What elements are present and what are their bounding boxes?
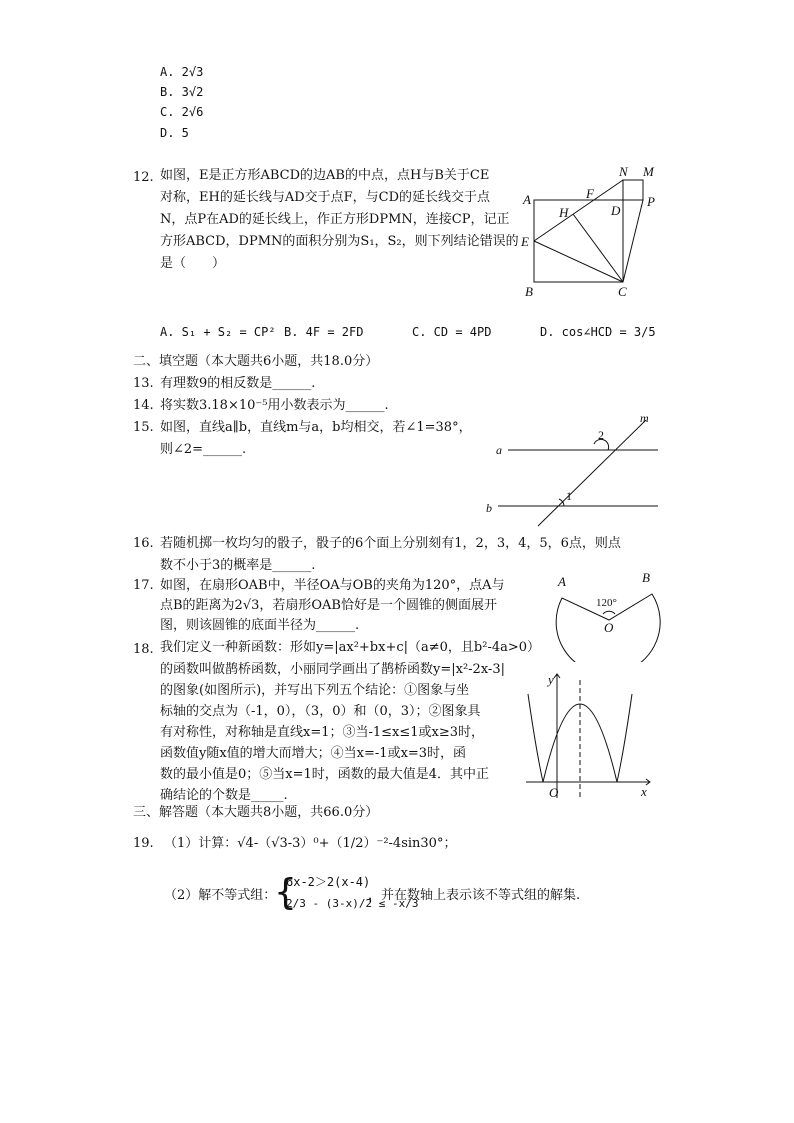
label-angle-2: 2 bbox=[598, 428, 604, 442]
q17-line: 如图，在扇形OAB中，半径OA与OB的夹角为120°，点A与 bbox=[160, 578, 505, 593]
q17-figure bbox=[552, 570, 662, 662]
q18-figure bbox=[520, 668, 654, 804]
q18-line: 的函数叫做鹊桥函数，小丽同学画出了鹊桥函数y=|x²-2x-3| bbox=[160, 662, 505, 677]
q18-line: 确结论的个数是_____. bbox=[160, 788, 288, 803]
prev-option-d: D. 5 bbox=[160, 126, 189, 140]
label-y: y bbox=[548, 672, 554, 687]
q12-line: 方形ABCD，DPMN的面积分别为S₁，S₂，则下列结论错误的 bbox=[160, 234, 519, 249]
label-n: N bbox=[619, 164, 628, 179]
section-3-heading: 三、解答题（本大题共8小题，共66.0分） bbox=[133, 805, 379, 820]
q12-option-c: C. CD = 4PD bbox=[412, 325, 492, 339]
q12-figure bbox=[518, 160, 668, 300]
q12-option-d: D. cos∠HCD = 3/5 bbox=[540, 325, 656, 339]
square-abcd bbox=[534, 200, 623, 282]
left-branch bbox=[528, 694, 543, 782]
label-a: A bbox=[523, 192, 531, 207]
q12-line: 如图，E是正方形ABCD的边AB的中点，点H与B关于CE bbox=[160, 168, 490, 183]
q13-number: 13. bbox=[133, 376, 154, 391]
label-o: O bbox=[549, 785, 559, 800]
q12-option-b: B. 4F = 2FD bbox=[284, 325, 364, 339]
line-m bbox=[538, 420, 646, 526]
q19-part-2-prefix: （2）解不等式组： bbox=[164, 888, 277, 903]
prev-option-b: B. 3√2 bbox=[160, 85, 204, 99]
q18-line: 有对称性，对称轴是直线x=1；③当-1≤x≤1或x≥3时， bbox=[160, 725, 485, 740]
label-angle-1: 1 bbox=[566, 489, 572, 503]
inequality-2: 2/3 - (3-x)/2 ≤ -x/3 bbox=[286, 897, 419, 910]
q13-text: 有理数9的相反数是______. bbox=[160, 376, 316, 391]
label-a: A bbox=[558, 574, 566, 589]
label-x: x bbox=[641, 784, 647, 799]
q12-line: N，点P在AD的延长线上，作正方形DPMN，连接CP，记正 bbox=[160, 212, 510, 227]
q19-number: 19. bbox=[133, 836, 154, 851]
q14-text: 将实数3.18×10⁻⁵用小数表示为______. bbox=[160, 398, 389, 413]
prev-option-a: A. 2√3 bbox=[160, 65, 204, 79]
label-m: m bbox=[640, 411, 649, 425]
q16-number: 16. bbox=[133, 536, 154, 551]
square-dpmn bbox=[623, 180, 643, 200]
q16-line-1: 若随机掷一枚均匀的骰子，骰子的6个面上分别刻有1，2，3，4，5，6点，则点 bbox=[160, 536, 621, 551]
label-a: a bbox=[496, 443, 502, 457]
label-f: F bbox=[586, 186, 594, 201]
label-o: O bbox=[604, 620, 614, 635]
q18-line: 数的最小值是0；⑤当x=1时，函数的最大值是4．其中正 bbox=[160, 767, 490, 782]
label-h: H bbox=[559, 205, 569, 220]
label-e: E bbox=[521, 234, 529, 249]
label-p: P bbox=[647, 194, 655, 209]
q12-option-a: A. S₁ + S₂ = CP² bbox=[160, 325, 276, 339]
label-b: B bbox=[642, 570, 650, 585]
label-d: D bbox=[611, 203, 621, 218]
q19-part-1: （1）计算：√4-（√3-3）⁰+（1/2）⁻²-4sin30°； bbox=[164, 836, 457, 851]
inequality-brace: { bbox=[274, 872, 297, 913]
q17-line: 点B的距离为2√3，若扇形OAB恰好是一个圆锥的侧面展开 bbox=[160, 598, 497, 613]
q18-number: 18. bbox=[133, 642, 154, 657]
q16-line-2: 数不小于3的概率是______. bbox=[160, 558, 316, 573]
q18-line: 标轴的交点为（-1，0），（3，0）和（0，3）；②图象具 bbox=[160, 704, 481, 719]
q15-line-1: 如图，直线a∥b，直线m与a，b均相交，若∠1=38°， bbox=[160, 420, 472, 435]
q15-line-2: 则∠2=______. bbox=[160, 442, 247, 457]
inequality-1: 6x-2＞2(x-4) bbox=[286, 875, 371, 889]
q18-line: 的图象(如图所示)，并写出下列五个结论：①图象与坐 bbox=[160, 683, 470, 698]
q15-number: 15. bbox=[133, 420, 154, 435]
label-c: C bbox=[618, 284, 627, 299]
label-b: b bbox=[486, 501, 492, 515]
q18-line: 我们定义一种新函数：形如y=|ax²+bx+c|（a≠0，且b²-4a>0） bbox=[160, 640, 541, 655]
q15-figure bbox=[486, 408, 666, 530]
q18-line: 函数值y随x值的增大而增大；④当x=-1或x=3时，函 bbox=[160, 746, 467, 761]
q12-line: 对称，EH的延长线与AD交于点F，与CD的延长线交于点 bbox=[160, 190, 491, 205]
q12-number: 12. bbox=[133, 170, 154, 185]
right-branch bbox=[617, 694, 632, 782]
q17-number: 17. bbox=[133, 578, 154, 593]
q12-line: 是（ ） bbox=[160, 256, 226, 271]
label-b: B bbox=[525, 284, 533, 299]
prev-option-c: C. 2√6 bbox=[160, 105, 204, 119]
q17-line: 图，则该圆锥的底面半径为______. bbox=[160, 618, 360, 633]
label-m: M bbox=[643, 164, 654, 179]
section-2-heading: 二、填空题（本大题共6小题，共18.0分） bbox=[133, 354, 379, 369]
q19-part-2-suffix: ，并在数轴上表示该不等式组的解集. bbox=[368, 888, 581, 903]
q14-number: 14. bbox=[133, 398, 154, 413]
label-angle: 120° bbox=[596, 597, 617, 609]
